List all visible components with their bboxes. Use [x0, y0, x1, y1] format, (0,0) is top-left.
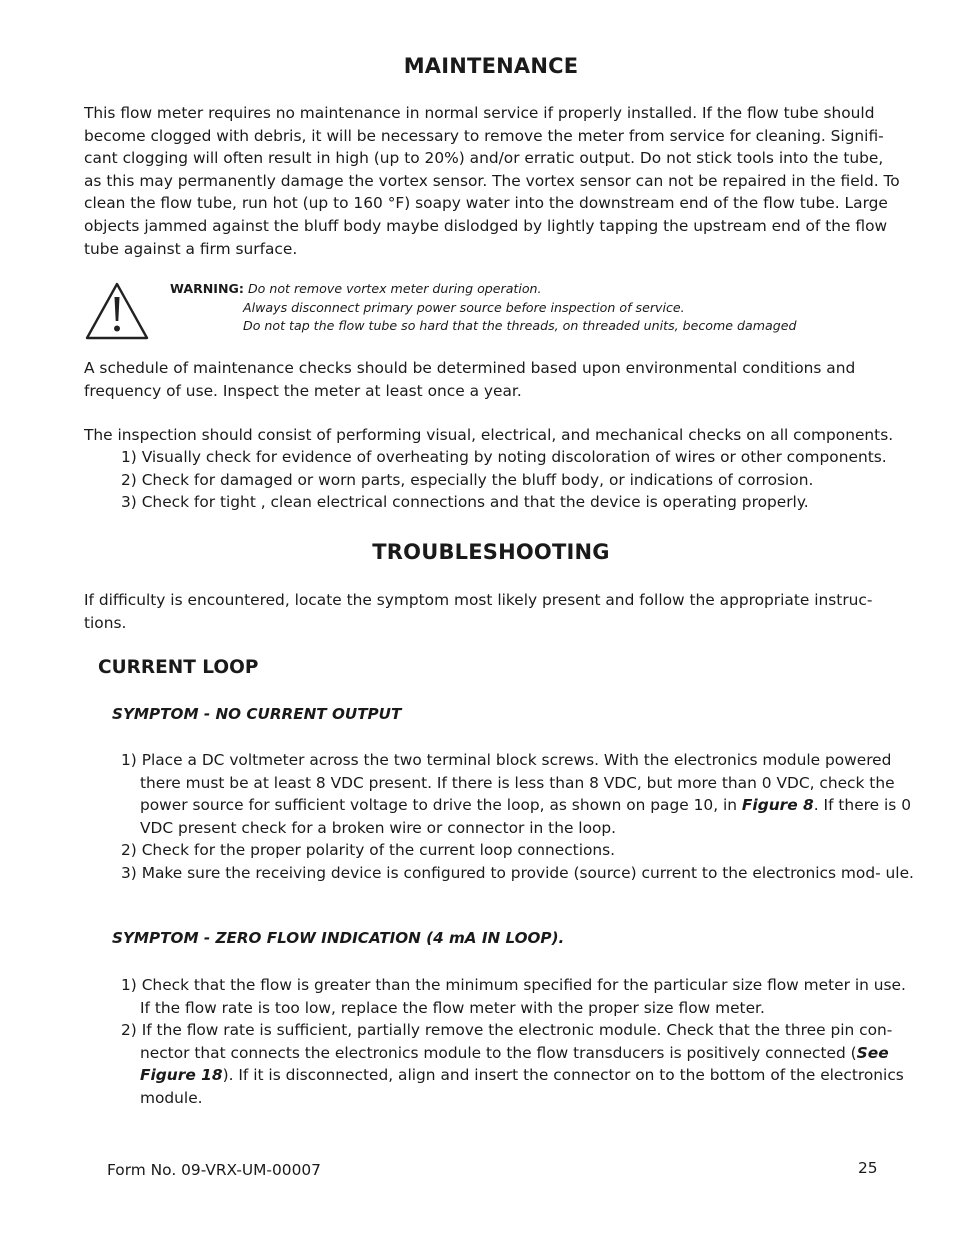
troubleshooting-heading: TROUBLESHOOTING: [372, 540, 610, 564]
step-item: 3) Make sure the receiving device is configured to provide (source) current to the electronics mod- ule.: [121, 864, 914, 882]
figure-reference: Figure 8: [741, 796, 814, 815]
intro-line: objects jammed against the bluff body maybe dislodged by lightly tapping the upstream end of the flow: [84, 216, 888, 235]
symptom-heading: SYMPTOM - NO CURRENT OUTPUT: [112, 705, 402, 723]
intro-line: If difficulty is encountered, locate the symptom most likely present and follow the appropriate instruc-: [84, 591, 873, 609]
figure-reference: See Figure 18: [140, 1043, 889, 1085]
intro-line: clean the flow tube, run hot (up to 160 °F) soapy water into the downstream end of the flow tube. Large: [84, 194, 888, 213]
symptom-heading: SYMPTOM - ZERO FLOW INDICATION (4 mA IN LOOP).: [112, 929, 565, 947]
inspection-intro: The inspection should consist of performing visual, electrical, and mechanical checks on all components.: [84, 426, 894, 444]
intro-line: This flow meter requires no maintenance in normal service if properly installed. If the flow tube should: [84, 104, 875, 122]
step-item: [121, 749, 920, 839]
step-text: 2) If the flow rate is sufficient, partially remove the electronic module. Check that the three pin con- nector that connects the electronics module to the flow transducers is positively connected (: [121, 1021, 893, 1062]
page-number: 25: [858, 1159, 878, 1177]
warning-block: [170, 280, 870, 336]
warning-label: WARNING:: [170, 281, 244, 296]
intro-line: tions.: [84, 613, 127, 632]
check-item: 1) Visually check for evidence of overheating by noting discoloration of wires or other components.: [121, 448, 887, 466]
inspection-checks: [121, 446, 901, 514]
maintenance-heading: MAINTENANCE: [403, 54, 579, 78]
intro-line: tube against a firm surface.: [84, 239, 298, 258]
schedule-paragraph: [84, 357, 900, 402]
warning-text: Do not tap the flow tube so hard that the threads, on threaded units, become damaged: [243, 318, 797, 333]
step-text: . If there is 0 VDC present check for a broken wire or connector in the loop.: [140, 796, 911, 837]
check-item: 3) Check for tight , clean electrical connections and that the device is operating properly.: [121, 493, 809, 512]
current-loop-heading: CURRENT LOOP: [98, 657, 259, 678]
check-item: 2) Check for damaged or worn parts, especially the bluff body, or indications of corrosion.: [121, 470, 814, 489]
intro-line: as this may permanently damage the vortex sensor. The vortex sensor can not be repaired in the field. To: [84, 171, 900, 190]
form-number: Form No. 09-VRX-UM-00007: [107, 1161, 321, 1179]
step-item: 1) Check that the flow is greater than the minimum specified for the particular size flow meter in use. If the flow rate is too low, replace the flow meter with the proper size flow meter.: [121, 976, 906, 1017]
warning-triangle-icon: [85, 281, 149, 341]
warning-text: Always disconnect primary power source before inspection of service.: [243, 299, 685, 315]
step-item: [121, 1019, 920, 1109]
step-item: 2) Check for the proper polarity of the current loop connections.: [121, 841, 616, 859]
intro-line: become clogged with debris, it will be necessary to remove the meter from service for cleaning. Signifi-: [84, 126, 884, 145]
schedule-line: frequency of use. Inspect the meter at least once a year.: [84, 381, 522, 400]
step-text: ). If it is disconnected, align and insert the connector on to the bottom of the electronics module.: [140, 1066, 904, 1107]
intro-line: cant clogging will often result in high (up to 20%) and/or erratic output. Do not stick tools into the tube,: [84, 149, 884, 168]
maintenance-intro: [84, 102, 900, 260]
warning-text: Do not remove vortex meter during operation.: [247, 281, 542, 296]
schedule-line: A schedule of maintenance checks should be determined based upon environmental conditions and: [84, 359, 856, 377]
troubleshooting-intro: [84, 589, 900, 634]
step-text: 1) Place a DC voltmeter across the two terminal block screws. With the electronics module powered there must be at least 8 VDC present. If there is less than 8 VDC, but more than 0 VDC, check the power source for sufficient voltage to drive the loop, as shown on page 10, in: [121, 751, 895, 815]
